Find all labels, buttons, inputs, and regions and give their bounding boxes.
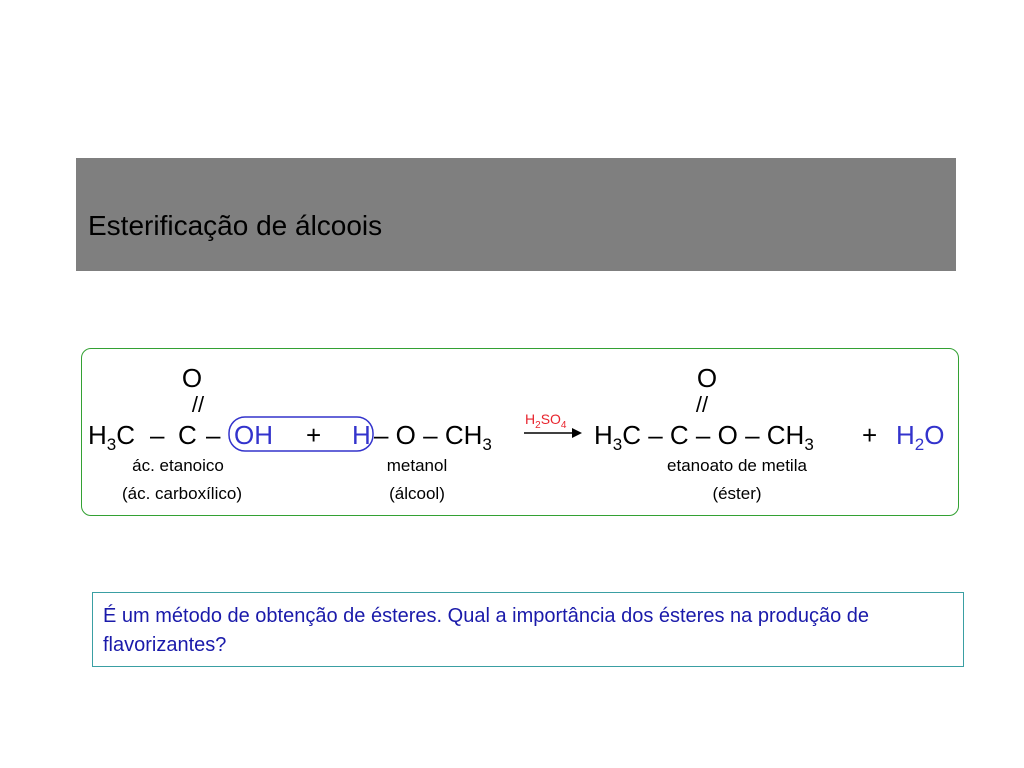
acid-bond-1: – <box>150 420 165 450</box>
acid-carbonyl-oxygen: O <box>181 363 203 393</box>
ester-h: H <box>594 420 613 450</box>
question-text: É um método de obtenção de ésteres. Qual a importância dos ésteres na produção de flavorizantes? <box>103 605 870 656</box>
reaction-box <box>81 348 959 516</box>
acid-bond-2: – <box>206 420 221 450</box>
acid-h: H <box>88 420 107 450</box>
water-h: H <box>896 420 915 450</box>
water-subscript: 2 <box>914 435 925 454</box>
acid-h-subscript: 3 <box>106 435 117 454</box>
reaction-arrow-head <box>572 428 582 438</box>
alcohol-ch3-subscript: 3 <box>482 435 492 454</box>
water-formula <box>896 420 944 454</box>
plus-sign-2: + <box>862 420 878 450</box>
slide-title: Esterificação de álcoois <box>88 210 383 241</box>
alcohol-chain: – O – CH <box>374 420 483 450</box>
title-banner <box>76 158 956 271</box>
esterification-equation <box>82 349 960 517</box>
ester-double-bond: // <box>695 392 709 417</box>
ester-carbonyl-oxygen: O <box>696 363 718 393</box>
alcohol-name: metanol <box>386 456 448 475</box>
acid-name: ác. etanoico <box>132 456 224 475</box>
alcohol-hydrogen: H <box>352 420 371 450</box>
acid-c: C <box>116 420 136 450</box>
acid-class: (ác. carboxílico) <box>122 484 242 503</box>
alcohol-class: (álcool) <box>389 484 445 503</box>
catalyst-h: H <box>525 411 536 427</box>
acid-carbon: C <box>178 420 197 450</box>
acid-double-bond: // <box>191 392 205 417</box>
ester-chain: C – C – O – CH <box>622 420 805 450</box>
question-box <box>92 592 964 667</box>
ester-formula <box>594 420 814 454</box>
ester-name: etanoato de metila <box>667 456 807 475</box>
ester-ch3-subscript: 3 <box>804 435 814 454</box>
catalyst-o-subscript: 4 <box>560 420 567 431</box>
catalyst-so: SO <box>540 411 561 427</box>
acid-formula <box>88 420 135 454</box>
ester-class: (éster) <box>712 484 762 503</box>
water-o: O <box>924 420 945 450</box>
acid-hydroxyl: OH <box>234 420 273 450</box>
ester-h-subscript: 3 <box>612 435 623 454</box>
catalyst-label <box>525 411 567 431</box>
catalyst-h-subscript: 2 <box>535 420 541 431</box>
alcohol-formula <box>374 420 492 454</box>
plus-sign-1: + <box>306 420 322 450</box>
